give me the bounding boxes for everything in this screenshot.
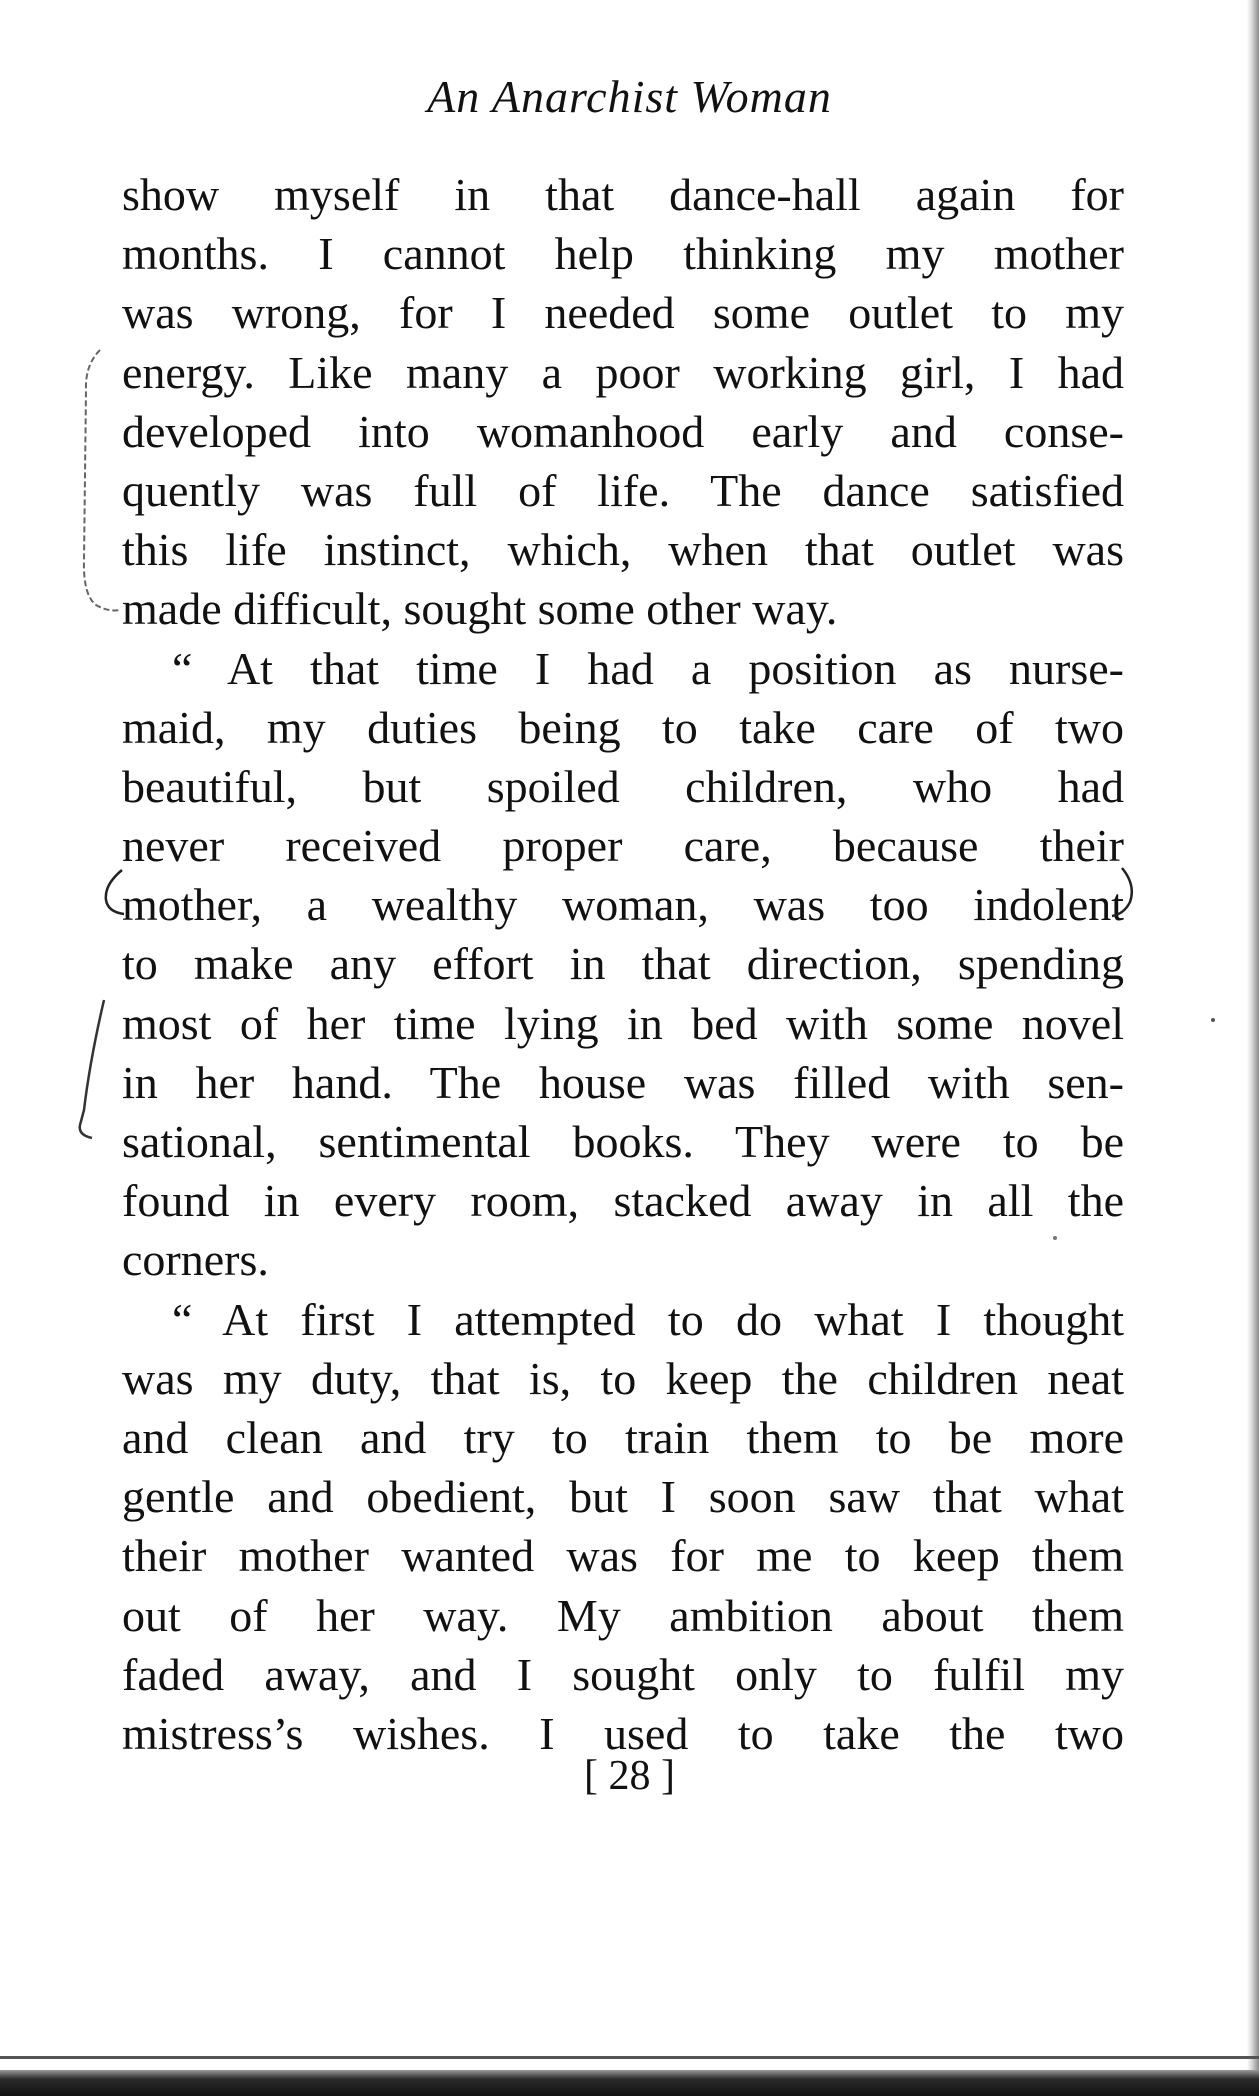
text-line: maid, my duties being to take care of two <box>122 701 1124 753</box>
text-line: their mother wanted was for me to keep them <box>122 1530 1124 1582</box>
text-line: faded away, and I sought only to fulfil my <box>122 1648 1124 1700</box>
text-line: gentle and obedient, but I soon saw that what <box>122 1471 1124 1523</box>
page-number: [ 28 ] <box>584 1753 675 1799</box>
text-line: this life instinct, which, when that outlet was <box>122 524 1124 576</box>
text-line: and clean and try to train them to be more <box>122 1411 1124 1463</box>
text-line: found in every room, stacked away in all the <box>122 1175 1124 1227</box>
text-line: was wrong, for I needed some outlet to my <box>122 287 1124 339</box>
running-head: An Anarchist Woman <box>427 71 832 122</box>
margin-bracket-1 <box>84 350 120 610</box>
text-line: quently was full of life. The dance satisfied <box>122 464 1124 516</box>
bottom-edge-line <box>0 2056 1259 2059</box>
text-line: “ At first I attempted to do what I thought <box>172 1293 1124 1345</box>
text-line: mistress’s wishes. I used to take the two <box>122 1707 1124 1759</box>
text-line: mother, a wealthy woman, was too indolent <box>122 879 1124 931</box>
text-line: show myself in that dance-hall again for <box>122 169 1124 220</box>
text-line: in her hand. The house was filled with sen- <box>122 1056 1124 1108</box>
body-text <box>122 165 1124 1763</box>
margin-bracket-2 <box>80 1000 104 1138</box>
text-line: developed into womanhood early and conse- <box>122 405 1124 457</box>
text-line: never received proper care, because their <box>122 820 1124 872</box>
text-line: beautiful, but spoiled children, who had <box>122 760 1124 812</box>
text-line: sational, sentimental books. They were to be <box>122 1116 1124 1167</box>
text-line: was my duty, that is, to keep the children neat <box>122 1352 1124 1404</box>
page-edge <box>1247 0 1259 2096</box>
text-line: to make any effort in that direction, spending <box>122 938 1124 990</box>
text-line: made difficult, sought some other way. <box>122 583 838 635</box>
text-line: out of her way. My ambition about them <box>122 1589 1124 1641</box>
text-line: most of her time lying in bed with some novel <box>122 997 1124 1049</box>
text-line: corners. <box>122 1234 269 1286</box>
text-line: “ At that time I had a position as nurse- <box>172 642 1124 694</box>
margin-dot <box>1211 1018 1215 1022</box>
text-line: energy. Like many a poor working girl, I had <box>122 346 1124 398</box>
text-line: months. I cannot help thinking my mother <box>122 228 1124 280</box>
bottom-edge <box>0 2070 1259 2096</box>
